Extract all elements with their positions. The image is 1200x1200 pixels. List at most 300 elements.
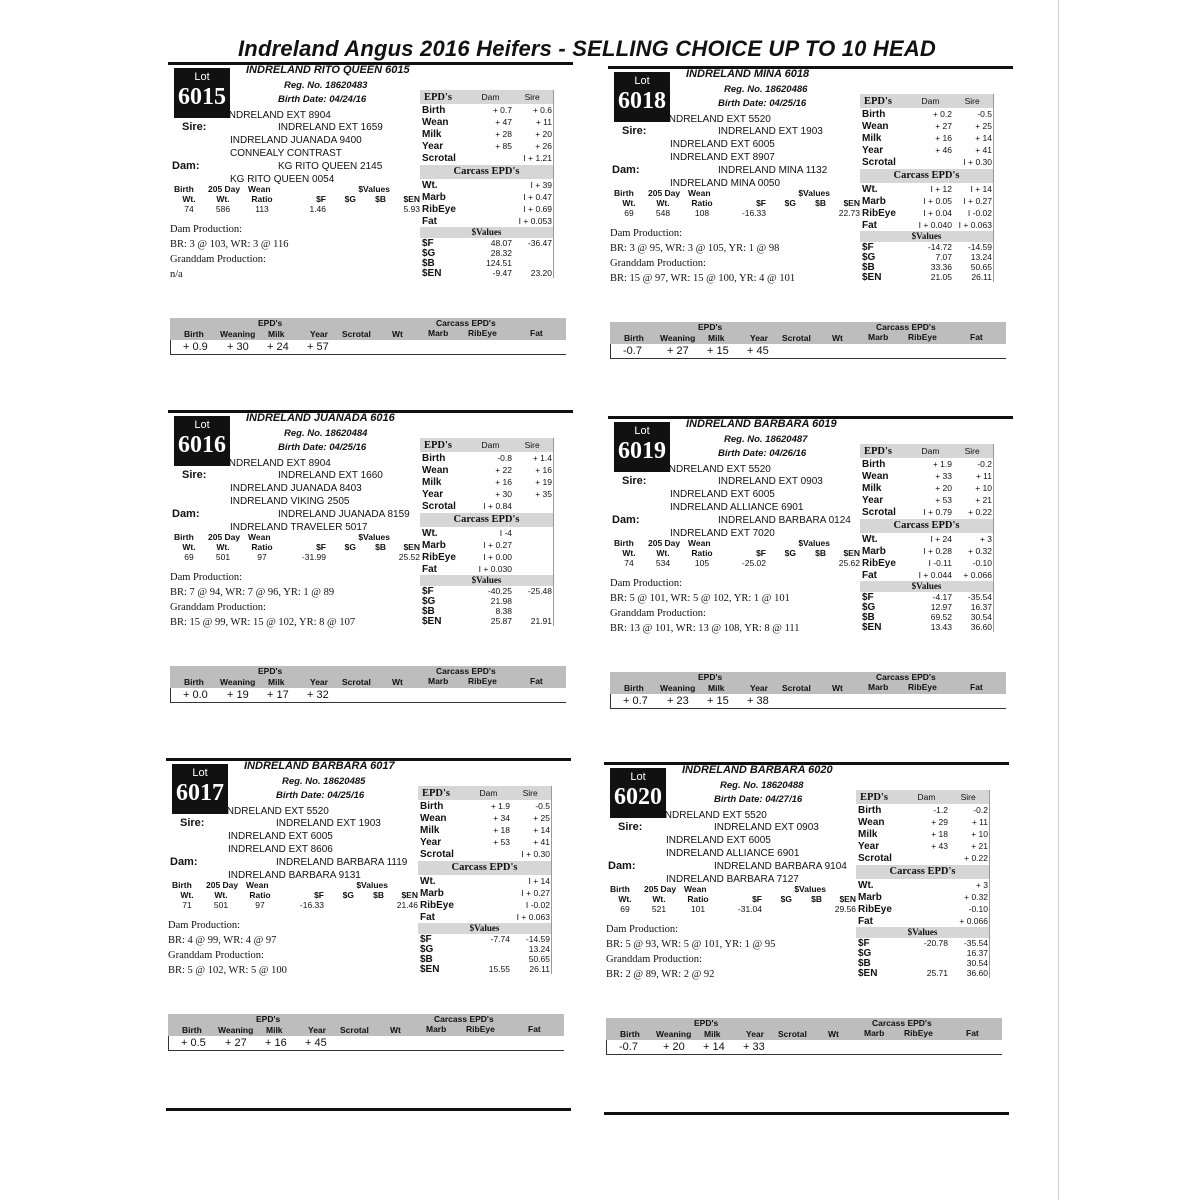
- registration-number: Reg. No. 18620486: [724, 84, 808, 95]
- summary-column-label: Marb: [868, 682, 889, 692]
- summary-column-label: Scrotal: [342, 677, 371, 687]
- performance-value: 22.73: [838, 208, 860, 218]
- epd-dam-value: + 27: [935, 121, 952, 131]
- carcass-row-label: RibEye: [862, 207, 896, 219]
- performance-table: [614, 538, 860, 568]
- summary-column-label: Fat: [970, 332, 983, 342]
- summary-header: [170, 318, 566, 340]
- epd-dam-value: + 43: [931, 841, 948, 851]
- svalue-row-label: $F: [420, 933, 432, 945]
- carcass-row: [420, 203, 553, 215]
- epd-row-label: Scrotal: [420, 848, 454, 860]
- performance-subheading: Wt.: [214, 890, 228, 900]
- performance-heading: Birth: [614, 188, 634, 198]
- epd-row-label: Year: [420, 836, 442, 848]
- pedigree-dam-name: INDRELAND BARBARA 1119: [276, 857, 408, 868]
- carcass-row: [856, 903, 989, 915]
- dam-column-label: Dam: [921, 446, 940, 456]
- pedigree-dam-name: INDRELAND MINA 1132: [718, 165, 828, 176]
- epd-row: [860, 132, 993, 144]
- performance-subheading: $G: [784, 198, 796, 208]
- epd-summary-strip: [168, 1014, 564, 1051]
- epd-row: [420, 476, 553, 488]
- performance-subheading: $G: [344, 542, 356, 552]
- pedigree-dam-sire: INDRELAND ALLIANCE 6901: [670, 502, 804, 513]
- summary-column-label: Milk: [708, 333, 725, 343]
- performance-subheader: [174, 194, 420, 204]
- lot-number: 6020: [614, 784, 662, 810]
- pedigree-sire-name: INDRELAND EXT 1903: [718, 126, 823, 137]
- performance-subheading: $B: [815, 548, 826, 558]
- carcass-sire-value: I -0.02: [525, 900, 550, 910]
- summary-values: [170, 688, 566, 703]
- sire-column-label: Sire: [522, 788, 538, 798]
- epd-row-label: Year: [422, 140, 444, 152]
- carcass-dam-value: I + 0.28: [923, 546, 952, 556]
- epd-sire-value: + 0.22: [964, 853, 988, 863]
- dam-label: Dam:: [612, 164, 640, 176]
- carcass-row: [860, 195, 993, 207]
- svalue-row: [418, 934, 551, 944]
- lot-number: 6019: [618, 438, 666, 464]
- epd-panel: [420, 90, 554, 278]
- epd-sire-value: + 11: [535, 117, 552, 127]
- performance-value: 25.62: [838, 558, 860, 568]
- carcass-sire-value: + 0.32: [964, 892, 988, 902]
- summary-column-label: Scrotal: [342, 329, 371, 339]
- performance-subheading: $EN: [401, 890, 418, 900]
- carcass-row-label: Marb: [862, 195, 886, 207]
- performance-header: [172, 880, 418, 890]
- performance-value: [792, 904, 822, 914]
- performance-header: [614, 538, 860, 548]
- performance-header: [614, 188, 860, 198]
- svalue-row: [856, 938, 989, 948]
- lot-number: 6018: [618, 88, 666, 114]
- epd-row-label: Milk: [422, 128, 442, 140]
- epd-row-label: Scrotal: [422, 152, 456, 164]
- dam-production-value: BR: 3 @ 95, WR: 3 @ 105, YR: 1 @ 98: [610, 243, 780, 254]
- dam-label: Dam:: [170, 856, 198, 868]
- svalue-row-label: $B: [422, 257, 435, 269]
- summary-value: + 15: [707, 345, 729, 357]
- performance-value: -16.33: [741, 208, 766, 218]
- performance-heading: 205 Day: [648, 188, 681, 198]
- epd-row-label: Year: [422, 488, 444, 500]
- summary-column-label: Birth: [624, 683, 644, 693]
- animal-name: INDRELAND RITO QUEEN 6015: [246, 64, 410, 76]
- carcass-sire-value: I + 0.47: [523, 192, 552, 202]
- svalue-row: [418, 964, 551, 974]
- epd-sire-value: + 19: [535, 477, 552, 487]
- svalue-row: [860, 622, 993, 632]
- epd-title: EPD's: [864, 95, 893, 107]
- lot-card: [166, 758, 586, 1088]
- svalue-dam-value: 12.97: [930, 602, 952, 612]
- svalues-header: $Values: [420, 575, 553, 586]
- carcass-sire-value: + 0.32: [968, 546, 992, 556]
- carcass-row: [856, 879, 989, 891]
- lot-card: [608, 66, 1028, 396]
- carcass-sire-value: I -0.02: [967, 208, 992, 218]
- epd-sire-value: + 20: [535, 129, 552, 139]
- svalue-sire-value: 16.37: [970, 602, 992, 612]
- summary-column-label: Weaning: [220, 329, 256, 339]
- performance-value: [326, 552, 356, 562]
- pedigree-sire-name: INDRELAND EXT 0903: [718, 476, 823, 487]
- performance-value: 521: [651, 904, 667, 914]
- performance-subheading: Ratio: [691, 548, 713, 558]
- animal-name: INDRELAND MINA 6018: [686, 68, 810, 80]
- svalue-row: [418, 944, 551, 954]
- performance-value: -31.99: [301, 552, 326, 562]
- carcass-row-label: RibEye: [420, 899, 454, 911]
- svalue-dam-value: 33.36: [930, 262, 952, 272]
- epd-title: EPD's: [424, 91, 453, 103]
- epd-dam-value: + 18: [931, 829, 948, 839]
- epd-header: [860, 444, 993, 458]
- carcass-sire-value: + 3: [975, 880, 988, 890]
- sire-label: Sire:: [622, 475, 647, 487]
- lot-card: [168, 410, 588, 740]
- dam-column-label: Dam: [917, 792, 936, 802]
- epd-row: [418, 836, 551, 848]
- summary-column-label: Marb: [426, 1024, 447, 1034]
- lot-number: 6015: [178, 84, 226, 110]
- epd-row-label: Wean: [422, 464, 449, 476]
- performance-subheading: Wt.: [216, 194, 230, 204]
- epd-header: [420, 90, 553, 104]
- carcass-row: [420, 551, 553, 563]
- performance-subheader: [614, 198, 860, 208]
- epd-row-label: Scrotal: [862, 506, 896, 518]
- epd-row: [860, 482, 993, 494]
- epd-dam-value: + 34: [493, 813, 510, 823]
- page-title: Indreland Angus 2016 Heifers - SELLING CHOICE UP TO 10 HEAD: [238, 36, 937, 61]
- carcass-row-label: Fat: [858, 915, 873, 927]
- performance-heading: Birth: [174, 532, 194, 542]
- granddam-production-value: BR: 5 @ 102, WR: 5 @ 100: [168, 965, 287, 976]
- performance-value: [326, 204, 356, 214]
- performance-subheading: $G: [344, 194, 356, 204]
- epd-sire-value: + 41: [975, 145, 992, 155]
- summary-column-label: Birth: [624, 333, 644, 343]
- svalue-row-label: $G: [420, 943, 434, 955]
- performance-value: [354, 900, 384, 910]
- epd-row: [420, 152, 553, 164]
- summary-value: + 32: [307, 689, 329, 701]
- pedigree-dam-name: INDRELAND JUANADA 8159: [278, 509, 410, 520]
- carcass-row-label: Fat: [420, 911, 435, 923]
- svalue-row-label: $B: [420, 953, 433, 965]
- svalues-header: $Values: [856, 927, 989, 938]
- svalue-sire-value: -14.59: [525, 934, 550, 944]
- carcass-row: [856, 891, 989, 903]
- performance-heading: Wean: [684, 884, 707, 894]
- sire-column-label: Sire: [964, 96, 980, 106]
- performance-subheading: $EN: [843, 548, 860, 558]
- summary-column-label: Marb: [864, 1028, 885, 1038]
- summary-column-label: Scrotal: [782, 333, 811, 343]
- performance-heading: Birth: [174, 184, 194, 194]
- summary-column-label: Year: [746, 1029, 764, 1039]
- performance-value: 74: [624, 558, 634, 568]
- summary-column-label: Milk: [268, 329, 285, 339]
- summary-column-label: Year: [750, 333, 768, 343]
- birth-date: Birth Date: 04/27/16: [714, 794, 803, 805]
- carcass-sire-value: I + 0.27: [963, 196, 992, 206]
- dam-production-value: BR: 3 @ 103, WR: 3 @ 116: [170, 239, 289, 250]
- carcass-sire-value: + 3: [979, 534, 992, 544]
- svalue-dam-value: 21.05: [930, 272, 952, 282]
- summary-column-label: Milk: [708, 683, 725, 693]
- epd-sire-value: + 10: [975, 483, 992, 493]
- epd-title: EPD's: [424, 439, 453, 451]
- granddam-production-value: BR: 13 @ 101, WR: 13 @ 108, YR: 8 @ 111: [610, 623, 800, 634]
- epd-row-label: Scrotal: [422, 500, 456, 512]
- sire-label: Sire:: [182, 121, 207, 133]
- dam-label: Dam:: [612, 514, 640, 526]
- summary-column-label: Wt: [828, 1029, 839, 1039]
- performance-value: 586: [215, 204, 231, 214]
- epd-header: [418, 786, 551, 800]
- carcass-row: [418, 887, 551, 899]
- pedigree-sire-dam: INDRELAND EXT 6005: [228, 831, 333, 842]
- pedigree-dam-sire: CONNEALY CONTRAST: [230, 148, 342, 159]
- granddam-production-label: Granddam Production:: [168, 950, 264, 961]
- pedigree-sire-sire: INDRELAND EXT 8904: [226, 110, 331, 121]
- performance-value: 21.46: [396, 900, 418, 910]
- epd-sire-value: -0.2: [973, 805, 988, 815]
- carcass-sire-value: + 0.066: [959, 916, 988, 926]
- carcass-row: [860, 533, 993, 545]
- summary-column-label: Birth: [620, 1029, 640, 1039]
- performance-value: 97: [257, 552, 267, 562]
- performance-subheading: $B: [373, 890, 384, 900]
- summary-column-label: RibEye: [908, 332, 937, 342]
- performance-header: [174, 184, 420, 194]
- epd-dam-value: + 33: [935, 471, 952, 481]
- granddam-production-value: BR: 2 @ 89, WR: 2 @ 92: [606, 969, 715, 980]
- pedigree-sire-sire: INDRELAND EXT 5520: [662, 810, 767, 821]
- summary-column-label: Birth: [184, 329, 204, 339]
- carcass-row: [860, 569, 993, 581]
- epd-title: EPD's: [422, 787, 451, 799]
- epd-dam-value: + 30: [495, 489, 512, 499]
- carcass-sire-value: I + 0.69: [523, 204, 552, 214]
- carcass-row: [418, 911, 551, 923]
- epd-row-label: Birth: [862, 458, 886, 470]
- performance-subheading: Ratio: [691, 198, 713, 208]
- lot-label: Lot: [630, 771, 646, 783]
- pedigree-dam-name: INDRELAND BARBARA 9104: [714, 861, 847, 872]
- carcass-row-label: Wt.: [862, 533, 878, 545]
- performance-value: 74: [184, 204, 194, 214]
- summary-column-label: Wt: [392, 677, 403, 687]
- carcass-row: [856, 915, 989, 927]
- summary-header: [168, 1014, 564, 1036]
- summary-values: [606, 1040, 1002, 1055]
- performance-value: [356, 552, 386, 562]
- summary-value: + 23: [667, 695, 689, 707]
- epd-sire-value: + 1.4: [532, 453, 552, 463]
- bottom-rule: [604, 1112, 1009, 1115]
- pedigree-dam-dam: INDRELAND EXT 7020: [670, 528, 775, 539]
- performance-value: 548: [655, 208, 671, 218]
- epd-sire-value: + 26: [535, 141, 552, 151]
- carcass-sire-value: + 0.066: [963, 570, 992, 580]
- performance-table: [172, 880, 418, 910]
- pedigree-dam-dam: KG RITO QUEEN 0054: [230, 174, 335, 185]
- svalue-row-label: $G: [862, 601, 876, 613]
- summary-column-label: Year: [310, 677, 328, 687]
- dam-production-label: Dam Production:: [610, 578, 683, 589]
- performance-subheader: [610, 894, 856, 904]
- epd-row: [856, 840, 989, 852]
- dam-label: Dam:: [608, 860, 636, 872]
- lot-badge: [610, 768, 666, 818]
- epd-row: [420, 116, 553, 128]
- epd-sire-value: + 41: [533, 837, 550, 847]
- carcass-row-label: Fat: [422, 563, 437, 575]
- epd-row-label: Wean: [420, 812, 447, 824]
- svalue-dam-value: -7.74: [490, 934, 510, 944]
- granddam-production-label: Granddam Production:: [606, 954, 702, 965]
- performance-table: [610, 884, 856, 914]
- epd-sire-value: I + 1.21: [523, 153, 552, 163]
- animal-name: INDRELAND JUANADA 6016: [246, 412, 395, 424]
- performance-value: -16.33: [299, 900, 324, 910]
- granddam-production-value: BR: 15 @ 97, WR: 15 @ 100, YR: 4 @ 101: [610, 273, 796, 284]
- lot-badge: [614, 72, 670, 122]
- scan-edge-line: [1058, 0, 1059, 1200]
- lot-number: 6016: [178, 432, 226, 458]
- carcass-sire-value: I + 0.063: [958, 220, 992, 230]
- epd-row-label: Milk: [862, 132, 882, 144]
- svalue-sire-value: -35.54: [963, 938, 988, 948]
- performance-value: 108: [694, 208, 710, 218]
- performance-value: [762, 904, 792, 914]
- pedigree-dam-sire: INDRELAND VIKING 2505: [230, 496, 350, 507]
- pedigree-dam-dam: INDRELAND MINA 0050: [670, 178, 781, 189]
- epd-sire-value: + 25: [533, 813, 550, 823]
- svalue-sire-value: 13.24: [528, 944, 550, 954]
- epd-header: [860, 94, 993, 108]
- performance-value: 534: [655, 558, 671, 568]
- summary-value: + 33: [743, 1041, 765, 1053]
- svalue-row-label: $EN: [422, 615, 442, 627]
- epd-summary-strip: [610, 322, 1006, 359]
- svalue-sire-value: 13.24: [970, 252, 992, 262]
- summary-value: + 0.0: [183, 689, 208, 701]
- summary-column-label: Birth: [184, 677, 204, 687]
- pedigree-dam-sire: INDRELAND ALLIANCE 6901: [666, 848, 800, 859]
- svalue-row: [420, 268, 553, 278]
- carcass-sire-value: I + 0.27: [521, 888, 550, 898]
- svalue-row: [860, 242, 993, 252]
- epd-dam-value: -0.8: [497, 453, 512, 463]
- epd-row: [418, 848, 551, 860]
- performance-values: [614, 208, 860, 218]
- svalue-row: [860, 262, 993, 272]
- summary-column-label: RibEye: [468, 328, 497, 338]
- performance-subheading: $F: [316, 194, 326, 204]
- svalue-row-label: $F: [858, 937, 870, 949]
- summary-column-label: Milk: [704, 1029, 721, 1039]
- svalue-dam-value: -14.72: [927, 242, 952, 252]
- carcass-row: [420, 215, 553, 227]
- epd-row: [418, 824, 551, 836]
- carcass-dam-value: I -4: [499, 528, 512, 538]
- performance-value: 29.56: [834, 904, 856, 914]
- birth-date: Birth Date: 04/25/16: [276, 790, 365, 801]
- sire-column-label: Sire: [964, 446, 980, 456]
- summary-value: + 24: [267, 341, 289, 353]
- epd-dam-value: + 53: [493, 837, 510, 847]
- epd-dam-value: + 16: [935, 133, 952, 143]
- sire-column-label: Sire: [524, 440, 540, 450]
- summary-value: -0.7: [623, 345, 642, 357]
- svalue-sire-value: 16.37: [966, 948, 988, 958]
- performance-subheading: Wt.: [216, 542, 230, 552]
- performance-heading: $Values: [358, 184, 390, 194]
- birth-date: Birth Date: 04/25/16: [278, 442, 367, 453]
- performance-value: 69: [620, 904, 630, 914]
- epd-dam-value: + 1.9: [932, 459, 952, 469]
- svalues-header: $Values: [860, 581, 993, 592]
- lot-badge: [174, 416, 230, 466]
- epd-panel: [860, 94, 994, 282]
- pedigree-sire-name: INDRELAND EXT 1903: [276, 818, 381, 829]
- pedigree-sire-name: INDRELAND EXT 0903: [714, 822, 819, 833]
- summary-values: [168, 1036, 564, 1051]
- summary-epd-title: EPD's: [698, 322, 723, 332]
- performance-heading: Birth: [614, 538, 634, 548]
- summary-epd-title: EPD's: [258, 666, 283, 676]
- carcass-row: [420, 179, 553, 191]
- epd-sire-value: + 35: [535, 489, 552, 499]
- registration-number: Reg. No. 18620483: [284, 80, 368, 91]
- epd-dam-value: + 53: [935, 495, 952, 505]
- summary-value: + 17: [267, 689, 289, 701]
- performance-value: -31.04: [737, 904, 762, 914]
- summary-header: [170, 666, 566, 688]
- summary-column-label: Year: [308, 1025, 326, 1035]
- performance-subheading: $EN: [403, 542, 420, 552]
- summary-column-label: Fat: [970, 682, 983, 692]
- summary-epd-title: EPD's: [694, 1018, 719, 1028]
- summary-epd-title: EPD's: [698, 672, 723, 682]
- summary-column-label: Wt: [392, 329, 403, 339]
- epd-dam-value: + 16: [495, 477, 512, 487]
- summary-column-label: Milk: [266, 1025, 283, 1035]
- epd-row: [860, 494, 993, 506]
- summary-column-label: Wt: [390, 1025, 401, 1035]
- summary-column-label: Marb: [868, 332, 889, 342]
- lot-card: [608, 416, 1028, 746]
- dam-production-label: Dam Production:: [606, 924, 679, 935]
- svalue-row-label: $F: [862, 241, 874, 253]
- summary-values: [170, 340, 566, 355]
- dam-production-value: BR: 4 @ 99, WR: 4 @ 97: [168, 935, 277, 946]
- granddam-production-label: Granddam Production:: [610, 258, 706, 269]
- epd-row: [420, 140, 553, 152]
- performance-heading: 205 Day: [208, 184, 241, 194]
- epd-row-label: Birth: [420, 800, 444, 812]
- performance-subheading: Ratio: [251, 542, 273, 552]
- summary-value: + 45: [305, 1037, 327, 1049]
- performance-subheading: Wt.: [656, 198, 670, 208]
